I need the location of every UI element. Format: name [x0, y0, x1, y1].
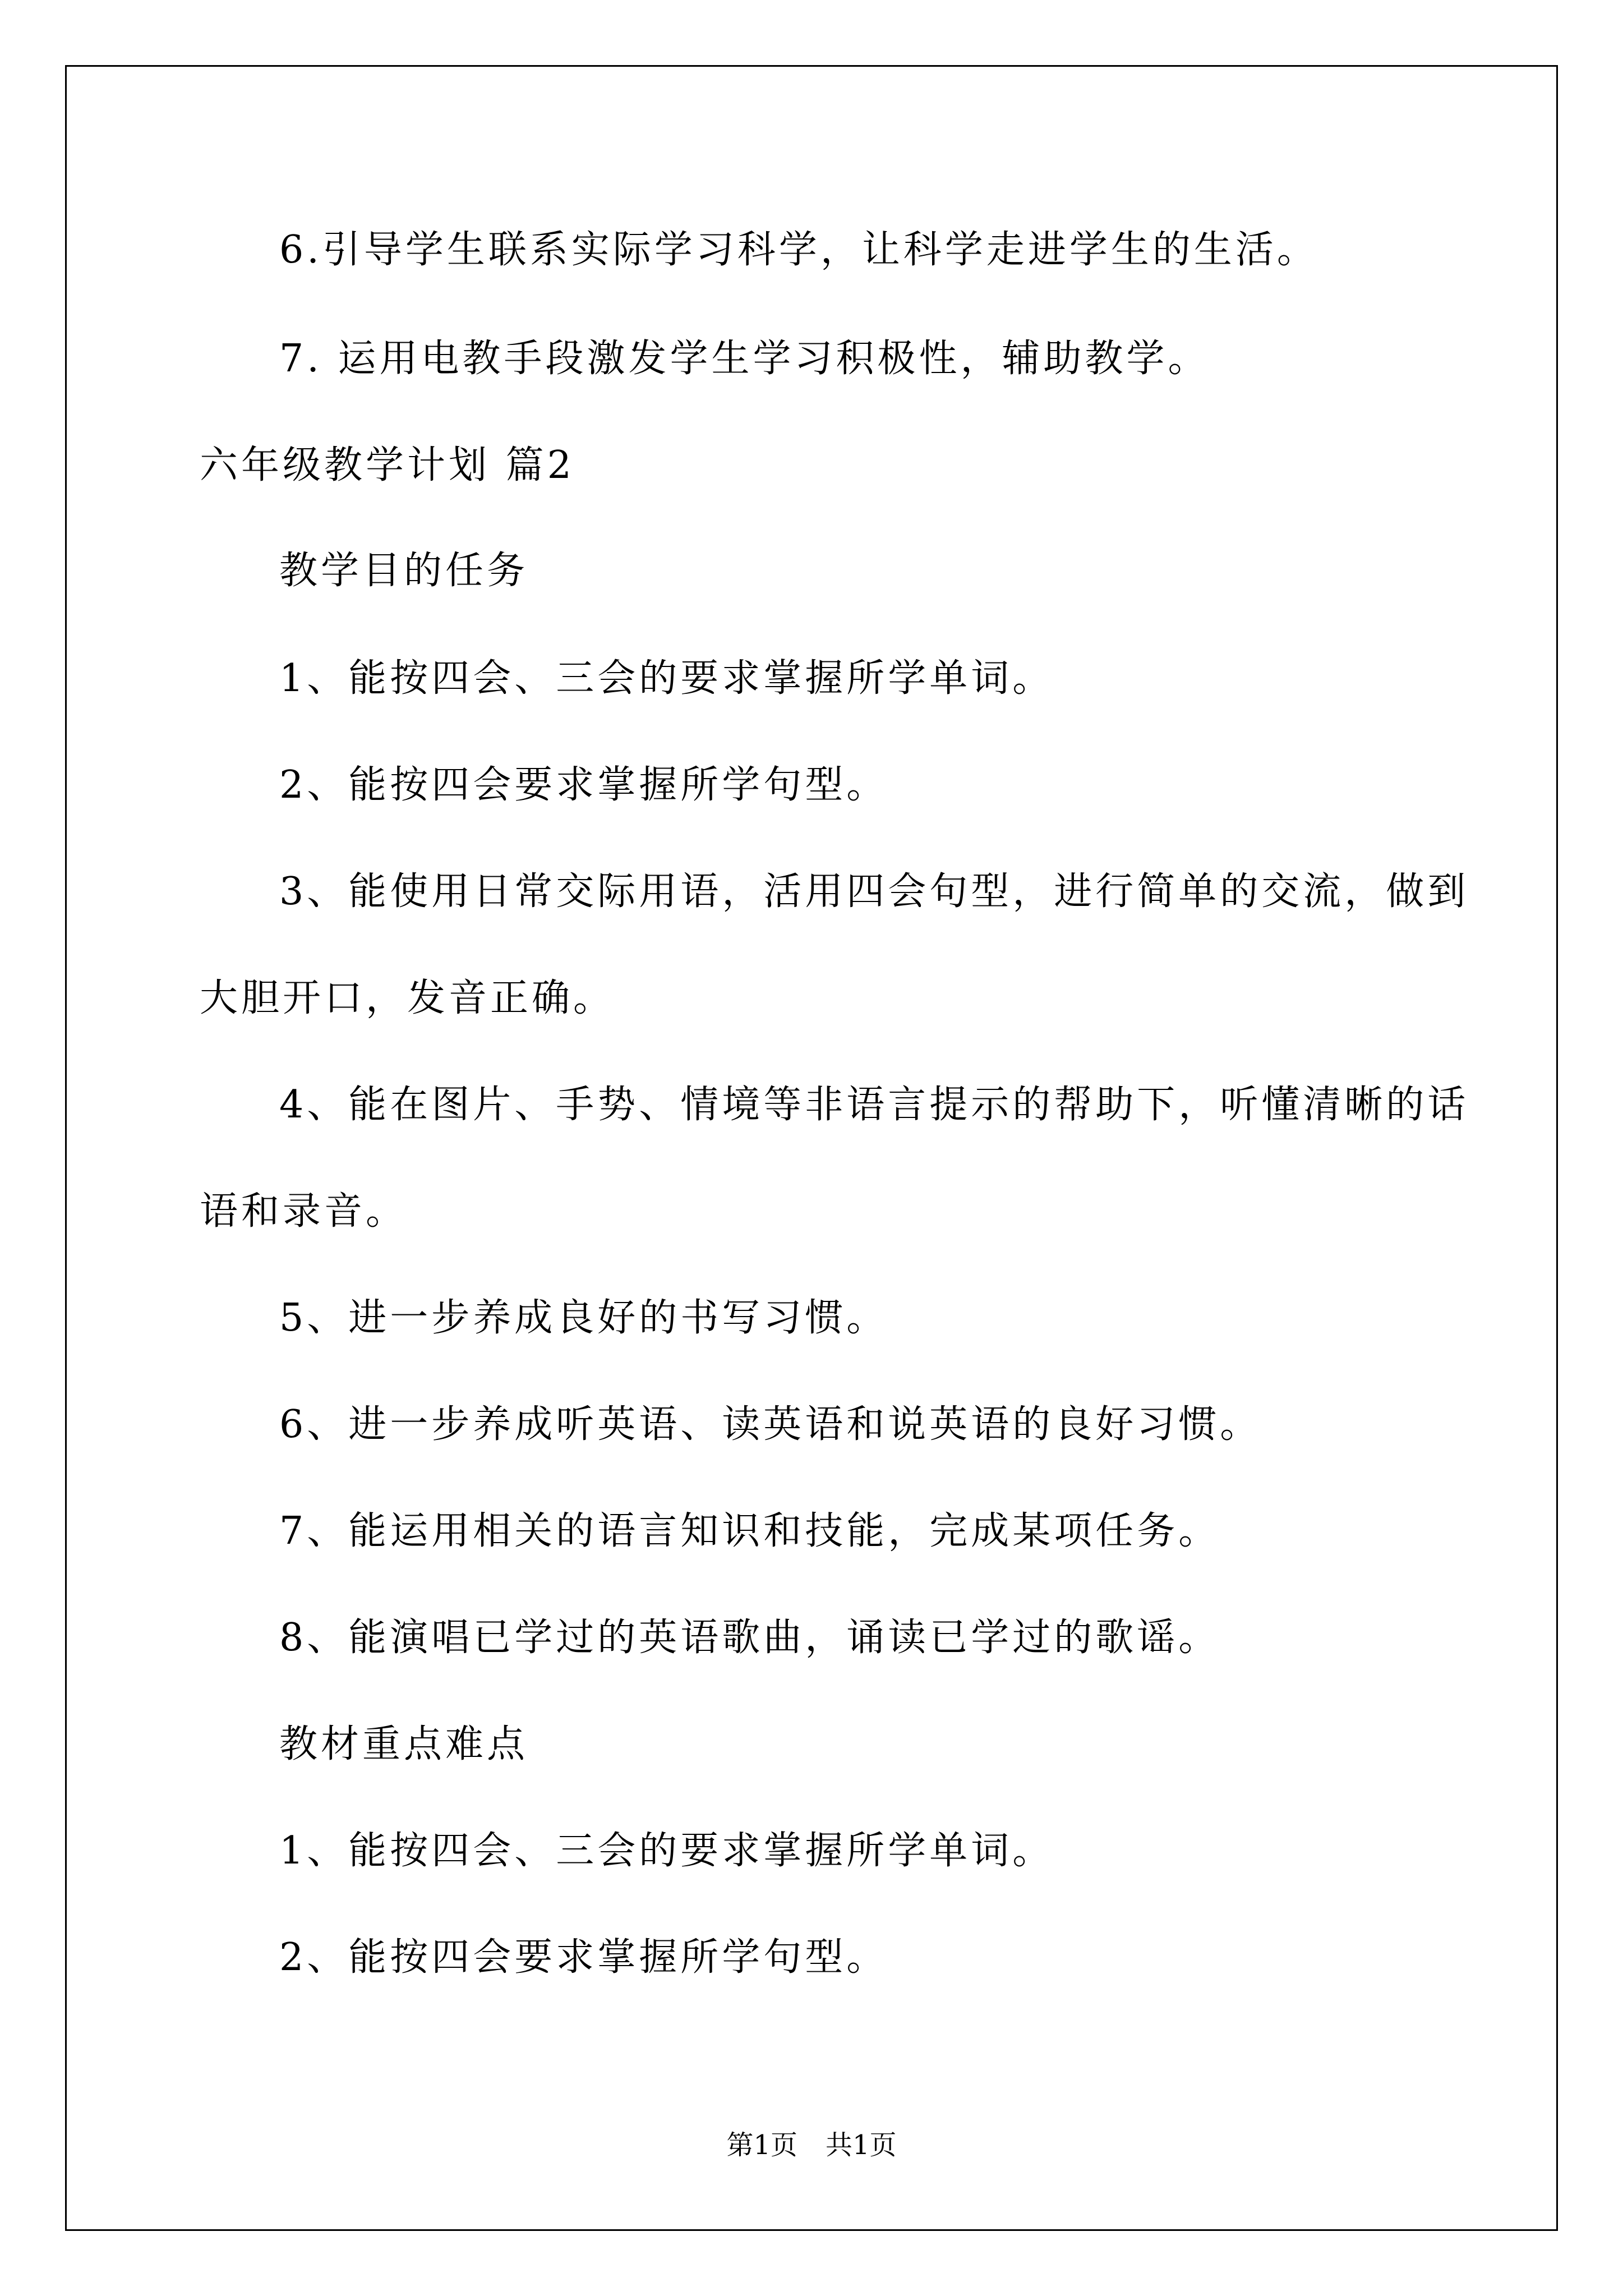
- paragraph-line: 3、能使用日常交际用语，活用四会句型，进行简单的交流，做到: [279, 869, 1469, 914]
- paragraph-line: 1、能按四会、三会的要求掌握所学单词。: [279, 1829, 1054, 1873]
- subheading: 教材重点难点: [279, 1722, 529, 1766]
- page-number-total: 共1页: [826, 2129, 897, 2161]
- section-heading: 六年级教学计划 篇2: [200, 443, 575, 487]
- page-frame: [65, 65, 1558, 2231]
- paragraph-line: 2、能按四会要求掌握所学句型。: [279, 763, 888, 807]
- page-number-current: 第1页: [726, 2129, 797, 2161]
- paragraph-line: 大胆开口，发音正确。: [200, 976, 615, 1020]
- paragraph-line: 5、进一步养成良好的书写习惯。: [279, 1296, 888, 1340]
- paragraph-line: 7、能运用相关的语言知识和技能，完成某项任务。: [279, 1509, 1220, 1553]
- page-footer: [0, 2129, 1623, 2161]
- paragraph-line: 6.引导学生联系实际学习科学，让科学走进学生的生活。: [279, 228, 1318, 272]
- paragraph-line: 1、能按四会、三会的要求掌握所学单词。: [279, 656, 1054, 701]
- paragraph-line: 语和录音。: [200, 1189, 408, 1234]
- paragraph-line: 6、进一步养成听英语、读英语和说英语的良好习惯。: [279, 1402, 1262, 1447]
- paragraph-line: 7. 运用电教手段激发学生学习积极性，辅助教学。: [279, 337, 1210, 381]
- subheading: 教学目的任务: [279, 549, 529, 593]
- paragraph-line: 4、能在图片、手势、情境等非语言提示的帮助下，听懂清晰的话: [279, 1083, 1469, 1127]
- paragraph-line: 8、能演唱已学过的英语歌曲，诵读已学过的歌谣。: [279, 1616, 1220, 1660]
- paragraph-line: 2、能按四会要求掌握所学句型。: [279, 1935, 888, 1980]
